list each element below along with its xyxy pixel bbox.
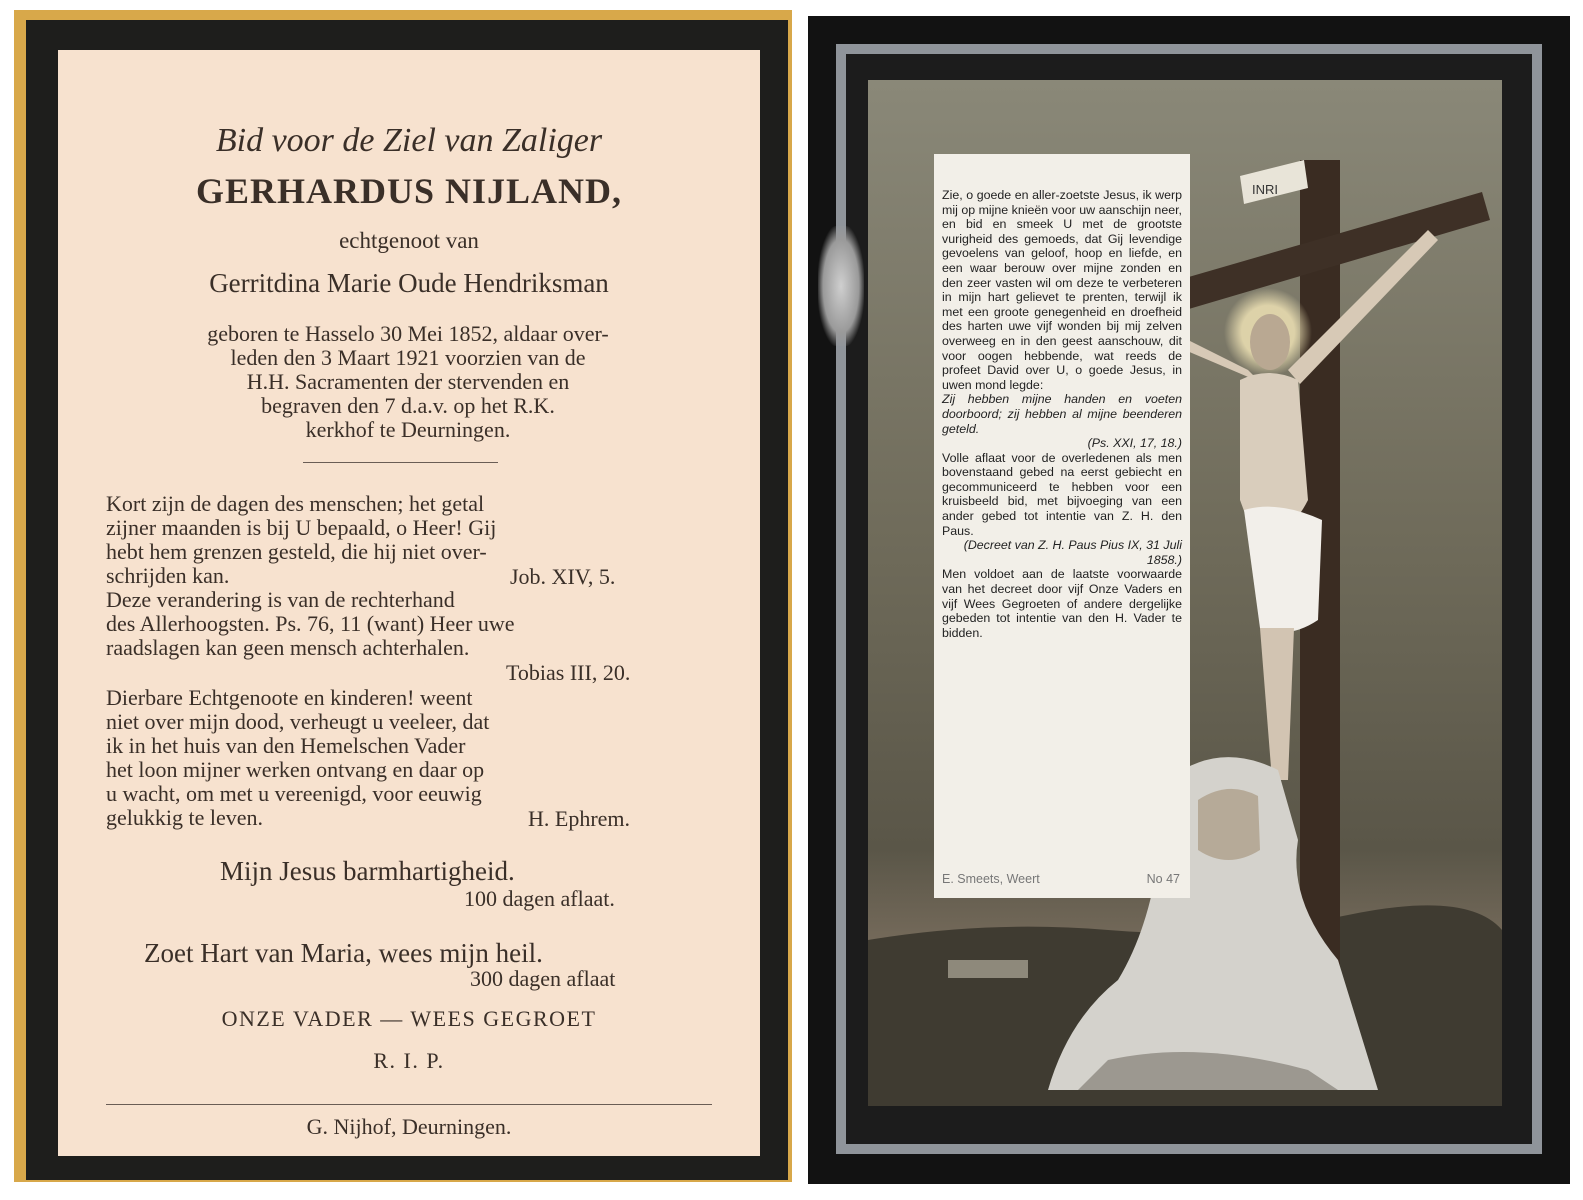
verse-line: ik in het huis van den Hemelschen Vader bbox=[106, 733, 466, 758]
divider bbox=[303, 462, 498, 463]
card-number: No 47 bbox=[1146, 872, 1180, 886]
memorial-card-text-side bbox=[14, 10, 792, 1182]
prayer-quote: Zij hebben mijne handen en voeten doorboord; zij hebben al mijne beenderen geteld. bbox=[942, 392, 1182, 436]
verse-line: Deze verandering is van de rechterhand bbox=[106, 587, 455, 612]
decree-reference: (Decreet van Z. H. Paus Pius IX, 31 Juli 1858.) bbox=[963, 538, 1182, 567]
bio-line: geboren te Hasselo 30 Mei 1852, aldaar over- bbox=[207, 321, 609, 346]
verse-line: Kort zijn de dagen des menschen; het getal bbox=[106, 491, 485, 516]
verse-line: u wacht, om met u vereenigd, voor eeuwig bbox=[106, 781, 482, 806]
mary-face bbox=[1198, 789, 1260, 860]
prayer-paragraph: Zie, o goede en aller-zoetste Jesus, ik werp mij op mijne knieën voor uw aanschijn neer, en bid en smeek U met de grootste vurigheid des gemoeds, dat Gij levendige gevoelens van geloof, hoop en liefde, en een waar berouw over mijne zonden en den zeer vasten wil om deze te verbeteren in mijn hart gelievet te prenten, terwijl ik met een groote genegenheid en droefheid des harten uwe vijf wonden bij mij zelven overweeg en in den geest aanschouw, dit voor oogen hebbende, wat reeds de profeet David over U, o goede Jesus, in uwen mond legde: bbox=[942, 188, 1182, 392]
footer-divider bbox=[106, 1104, 712, 1105]
verse-psalm bbox=[106, 588, 710, 660]
spouse-label: echtgenoot van bbox=[339, 228, 479, 253]
verse-line: het loon mijner werken ontvang en daar op bbox=[106, 757, 485, 782]
verse-line: Dierbare Echtgenoote en kinderen! weent bbox=[106, 685, 473, 710]
prayer-reference: (Ps. XXI, 17, 18.) bbox=[1087, 436, 1182, 451]
verse-line: zijner maanden is bij U bepaald, o Heer! Gij bbox=[106, 515, 497, 540]
verse-ref-tobias: Tobias III, 20. bbox=[506, 660, 631, 685]
printer-credit: G. Nijhof, Deurningen. bbox=[306, 1114, 512, 1139]
inner-black-frame bbox=[846, 54, 1532, 1144]
bio-line: kerkhof te Deurningen. bbox=[305, 417, 511, 442]
prayer-panel bbox=[934, 154, 1190, 898]
inri-text: INRI bbox=[1252, 182, 1278, 197]
biography bbox=[108, 322, 708, 442]
verse-line: hebt hem grenzen gesteld, die hij niet over- bbox=[106, 539, 487, 564]
memorial-card-image-side bbox=[808, 16, 1570, 1184]
verse-line: schrijden kan. bbox=[106, 563, 230, 588]
verse-ref-job: Job. XIV, 5. bbox=[510, 564, 616, 589]
closing-prayers: ONZE VADER — WEES GEGROET bbox=[221, 1006, 597, 1031]
verse-line: gelukkig te leven. bbox=[106, 805, 264, 830]
indulgence-paragraph: Volle aflaat voor de overledenen als men bovenstaand gebed na eerst gebiecht en gecommuniceerd te hebben voor een kruisbeeld bid, met bijvoeging van een ander gebed tot intentie van Z. H. den Paus. bbox=[942, 450, 1182, 538]
crucifixion-illustration bbox=[868, 80, 1502, 1106]
indulgence-300: 300 dagen aflaat bbox=[470, 966, 616, 991]
spouse-name: Gerritdina Marie Oude Hendriksman bbox=[209, 268, 609, 298]
christ-head bbox=[1250, 314, 1290, 370]
prayer-maria: Zoet Hart van Maria, wees mijn heil. bbox=[144, 938, 543, 968]
silver-frame bbox=[836, 44, 1542, 1154]
verse-line: niet over mijn dood, verheugt u veeleer, dat bbox=[106, 709, 490, 734]
verse-line: raadslagen kan geen mensch achterhalen. bbox=[106, 635, 470, 660]
deceased-name: GERHARDUS NIJLAND, bbox=[195, 171, 623, 211]
prayer-text bbox=[942, 188, 1182, 640]
bio-line: begraven den 7 d.a.v. op het R.K. bbox=[261, 393, 555, 418]
distant-city bbox=[948, 960, 1028, 978]
paper-stain bbox=[818, 226, 864, 346]
verse-job bbox=[106, 492, 710, 588]
publisher-credit: E. Smeets, Weert bbox=[942, 872, 1040, 886]
indulgence-100: 100 dagen aflaat. bbox=[464, 886, 615, 911]
verse-line: des Allerhoogsten. Ps. 76, 11 (want) Heer uwe bbox=[106, 611, 515, 636]
bio-line: H.H. Sacramenten der stervenden en bbox=[246, 369, 570, 394]
bio-line: leden den 3 Maart 1921 voorzien van de bbox=[230, 345, 586, 370]
prayer-jesus: Mijn Jesus barmhartigheid. bbox=[220, 856, 515, 886]
verse-ref-ephrem: H. Ephrem. bbox=[528, 806, 631, 831]
header-italic: Bid voor de Ziel van Zaliger bbox=[215, 122, 603, 159]
card-paper bbox=[58, 50, 760, 1156]
condition-paragraph: Men voldoet aan de laatste voorwaarde van het decreet door vijf Onze Vaders en vijf Wees Gegroeten of andere dergelijke gebeden tot intentie van den H. Vader te bidden. bbox=[942, 567, 1182, 640]
rip: R. I. P. bbox=[373, 1048, 445, 1073]
